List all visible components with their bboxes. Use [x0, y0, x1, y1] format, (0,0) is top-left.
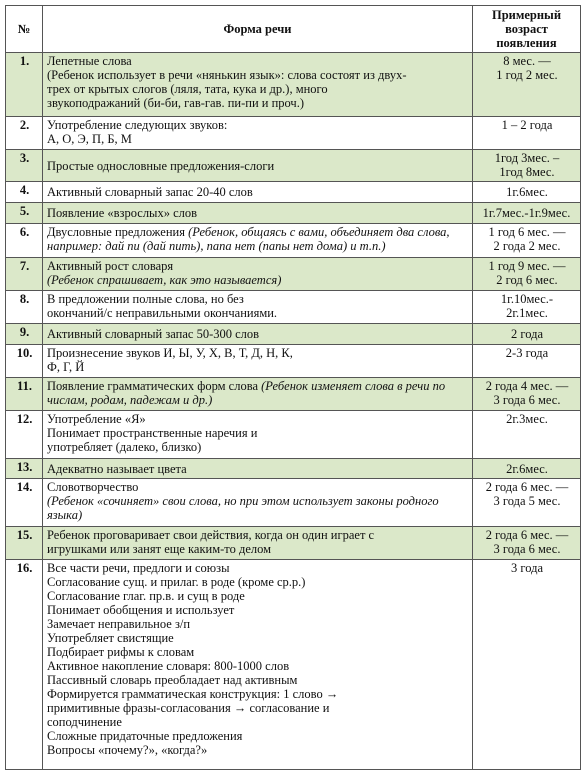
form-line: Употребление «Я»	[47, 412, 146, 426]
form-line: Согласование сущ. и прилаг. в роде (кроме ср.р.)	[47, 575, 306, 589]
speech-form-cell	[43, 479, 473, 527]
form-line: Замечает неправильное з/п	[47, 617, 191, 631]
table-row	[6, 527, 581, 560]
form-line: трех от крытых слогов (ляля, тата, кука и др.), много	[47, 82, 328, 96]
table-row	[6, 560, 581, 770]
age-cell	[473, 182, 581, 203]
age-cell	[473, 378, 581, 411]
speech-form-cell	[43, 324, 473, 345]
table-header-row	[6, 6, 581, 53]
row-number: 9.	[6, 324, 43, 345]
form-line: Согласование глаг. пр.в. и сущ в роде	[47, 589, 245, 603]
age-line: 1 год 9 мес. —	[488, 259, 566, 273]
age-cell	[473, 258, 581, 291]
age-cell	[473, 527, 581, 560]
form-line: Сложные придаточные предложения	[47, 729, 243, 743]
age-line: 3 года 6 мес.	[493, 542, 561, 556]
speech-form-cell	[43, 53, 473, 117]
form-line: употребляет (далеко, близко)	[47, 440, 202, 454]
header-age: Примерный возраст появления	[473, 6, 581, 53]
age-cell	[473, 560, 581, 770]
age-line: 1 – 2 года	[501, 118, 553, 132]
form-example-line: (Ребенок «сочиняет» свои слова, но при этом использует законы родного языка)	[47, 494, 439, 522]
form-line: А, О, Э, П, Б, М	[47, 132, 132, 146]
row-number: 15.	[6, 527, 43, 560]
row-number: 3.	[6, 150, 43, 182]
age-line: 1г.10мес.-	[500, 292, 554, 306]
age-cell	[473, 459, 581, 479]
form-line: Подбирает рифмы к словам	[47, 645, 195, 659]
row-number: 6.	[6, 224, 43, 258]
header-number: №	[6, 6, 43, 53]
form-line: Ребенок проговаривает свои действия, когда он один играет с	[47, 528, 375, 542]
age-line: 1год 8мес.	[499, 165, 555, 179]
age-cell	[473, 203, 581, 224]
age-cell	[473, 53, 581, 117]
form-line: Формируется грамматическая конструкция: 1 слово →	[47, 687, 339, 701]
form-line: Употребляет свистящие	[47, 631, 174, 645]
row-number: 8.	[6, 291, 43, 324]
row-number: 2.	[6, 117, 43, 150]
table-row	[6, 291, 581, 324]
speech-form-cell	[43, 291, 473, 324]
form-line: Активный словарный запас 20-40 слов	[47, 185, 253, 199]
form-line: окончаний/с неправильными окончаниями.	[47, 306, 278, 320]
row-number: 1.	[6, 53, 43, 117]
speech-form-cell	[43, 345, 473, 378]
form-line: Словотворчество	[47, 480, 139, 494]
form-line: звукоподражаний (би-би, гав-гав. пи-пи и проч.)	[47, 96, 305, 110]
form-example-text: (Ребенок изменяет слова в речи по числам, родам, падежам и др.)	[47, 379, 446, 407]
speech-form-cell	[43, 203, 473, 224]
form-line: Активный рост словаря	[47, 259, 174, 273]
speech-form-cell	[43, 182, 473, 203]
row-number: 16.	[6, 560, 43, 770]
form-line: Вопросы «почему?», «когда?»	[47, 743, 208, 757]
form-line: примитивные фразы-согласования → согласование и	[47, 701, 330, 715]
age-cell	[473, 345, 581, 378]
form-line: Ф, Г, Й	[47, 360, 85, 374]
form-text: Двусловные предложения	[47, 225, 189, 239]
speech-form-cell	[43, 117, 473, 150]
age-line: 2 года	[511, 327, 543, 341]
speech-form-cell	[43, 224, 473, 258]
speech-form-cell	[43, 258, 473, 291]
form-line: Употребление следующих звуков:	[47, 118, 228, 132]
row-number: 4.	[6, 182, 43, 203]
form-line: Активный словарный запас 50-300 слов	[47, 327, 260, 341]
form-line: Все части речи, предлоги и союзы	[47, 561, 230, 575]
speech-form-cell	[43, 411, 473, 459]
age-line: 2 года 6 мес. —	[485, 528, 569, 542]
form-line: соподчинение	[47, 715, 122, 729]
form-line: Пассивный словарь преобладает над активным	[47, 673, 298, 687]
table-row	[6, 117, 581, 150]
table-row	[6, 258, 581, 291]
age-cell	[473, 150, 581, 182]
table-row	[6, 53, 581, 117]
age-cell	[473, 291, 581, 324]
form-line: Простые однословные предложения-слоги	[47, 158, 275, 173]
form-line: Произнесение звуков И, Ы, У, Х, В, Т, Д, Н, К,	[47, 346, 293, 360]
row-number: 5.	[6, 203, 43, 224]
form-line: Понимает обобщения и использует	[47, 603, 235, 617]
form-line: Адекватно называет цвета	[47, 461, 187, 476]
age-line: 2 год 6 мес.	[496, 273, 558, 287]
age-line: 3 года 6 мес.	[493, 393, 561, 407]
row-number: 14.	[6, 479, 43, 527]
table-row	[6, 479, 581, 527]
age-line: 2 года 2 мес.	[493, 239, 561, 253]
row-number: 7.	[6, 258, 43, 291]
speech-form-cell	[43, 459, 473, 479]
age-cell	[473, 117, 581, 150]
speech-form-cell	[43, 378, 473, 411]
table-row	[6, 459, 581, 479]
form-line: Лепетные слова	[47, 54, 132, 68]
age-line: 2г.1мес.	[506, 306, 548, 320]
row-number: 12.	[6, 411, 43, 459]
age-line: 8 мес. —	[503, 54, 551, 68]
age-line: 1 год 2 мес.	[496, 68, 558, 82]
speech-form-cell	[43, 150, 473, 182]
row-number: 11.	[6, 378, 43, 411]
speech-form-cell	[43, 560, 473, 770]
age-line: 2 года 4 мес. —	[485, 379, 569, 393]
age-line: 2г.6мес.	[506, 461, 548, 476]
table-row	[6, 203, 581, 224]
form-line: Активное накопление словаря: 800-1000 слов	[47, 659, 290, 673]
form-line: В предложении полные слова, но без	[47, 292, 244, 306]
age-line: 1 год 6 мес. —	[488, 225, 566, 239]
age-line: 1г.7мес.-1г.9мес.	[482, 206, 571, 220]
table-row	[6, 224, 581, 258]
table-row	[6, 324, 581, 345]
row-number: 10.	[6, 345, 43, 378]
age-line: 3 года 5 мес.	[493, 494, 561, 508]
form-text: Появление грамматических форм слова	[47, 379, 262, 393]
age-line: 1г.6мес.	[506, 185, 548, 199]
form-line: Понимает пространственные наречия и	[47, 426, 258, 440]
table-row	[6, 150, 581, 182]
form-example-text: (Ребенок, общаясь с вами, объединяет два слова, например: дай пи (дай пить), папа нет (папы нет дома) и т.п.)	[47, 225, 450, 253]
header-speech-form: Форма речи	[43, 6, 473, 53]
form-line: игрушками или занят еще каким-то делом	[47, 542, 272, 556]
age-cell	[473, 411, 581, 459]
form-line: (Ребенок использует в речи «нянькин язык»: слова состоят из двух-	[47, 68, 407, 82]
age-line: 2-3 года	[505, 346, 549, 360]
speech-development-table	[5, 5, 581, 770]
table-row	[6, 378, 581, 411]
row-number: 13.	[6, 459, 43, 479]
age-line: 2г.3мес.	[506, 412, 548, 426]
age-cell	[473, 324, 581, 345]
age-line: 2 года 6 мес. —	[485, 480, 569, 494]
age-line: 3 года	[511, 561, 543, 575]
table-row	[6, 182, 581, 203]
table-row	[6, 411, 581, 459]
table-row	[6, 345, 581, 378]
speech-form-cell	[43, 527, 473, 560]
form-example-line: (Ребенок спрашивает, как это называется)	[47, 273, 282, 287]
age-cell	[473, 224, 581, 258]
form-line: Появление «взрослых» слов	[47, 206, 198, 220]
age-cell	[473, 479, 581, 527]
age-line: 1год 3мес. –	[494, 151, 560, 165]
